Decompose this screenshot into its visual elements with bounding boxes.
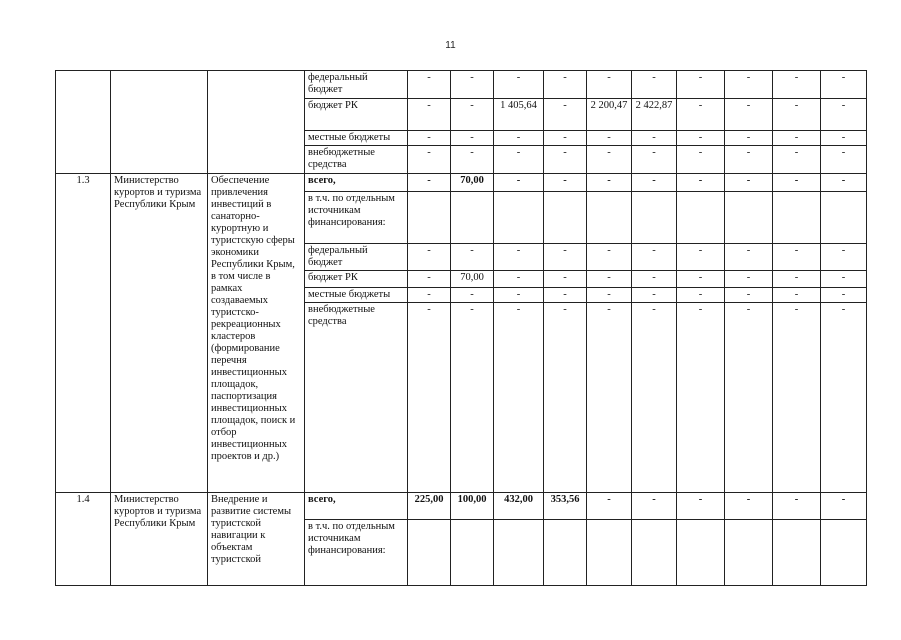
amount-cell: - [494, 146, 544, 174]
amount-cell: - [451, 288, 494, 303]
amount-cell [587, 192, 632, 244]
amount-cell: - [677, 99, 725, 131]
amount-cell [632, 520, 677, 586]
funding-source-label: в т.ч. по отдельным источникам финансирования: [305, 520, 408, 586]
amount-cell: - [408, 303, 451, 493]
table-row [56, 174, 867, 192]
measure-cell: Обеспечение привлечения инвестиций в санаторно-курортную и туристскую сферы экономики Республики Крым, в том числе в рамках создаваемых туристско-рекреационных кластеров (формирование перечня инвестиционных площадок, паспортизация инвестиционных площадок, поиск и отбор инвестиционных проектов и др.) [208, 174, 305, 493]
page-number: 11 [445, 40, 456, 51]
amount-cell: - [725, 303, 773, 493]
funding-source-label: федеральный бюджет [305, 71, 408, 99]
amount-cell [725, 192, 773, 244]
amount-cell: - [677, 303, 725, 493]
funding-source-label: внебюджетные средства [305, 146, 408, 174]
amount-cell: - [408, 244, 451, 271]
amount-cell: - [725, 99, 773, 131]
amount-cell: - [494, 271, 544, 288]
executor-cell: Министерство курортов и туризма Республики Крым [111, 493, 208, 586]
amount-cell: - [773, 288, 821, 303]
amount-cell: 70,00 [451, 271, 494, 288]
amount-cell: - [725, 493, 773, 520]
funding-source-label: в т.ч. по отдельным источникам финансирования: [305, 192, 408, 244]
amount-cell: - [677, 71, 725, 99]
amount-cell [821, 192, 867, 244]
amount-cell: 2 200,47 [587, 99, 632, 131]
amount-cell: - [821, 146, 867, 174]
amount-cell [494, 192, 544, 244]
amount-cell: - [725, 244, 773, 271]
amount-cell: - [725, 71, 773, 99]
amount-cell: - [821, 271, 867, 288]
amount-cell: - [451, 99, 494, 131]
amount-cell: - [544, 131, 587, 146]
amount-cell: - [451, 146, 494, 174]
amount-cell [677, 520, 725, 586]
amount-cell: - [494, 244, 544, 271]
amount-cell: - [821, 303, 867, 493]
amount-cell [632, 192, 677, 244]
amount-cell: - [544, 244, 587, 271]
item-number: 1.3 [56, 174, 111, 493]
table-row [56, 493, 867, 520]
budget-table [55, 70, 867, 586]
amount-cell: - [587, 131, 632, 146]
amount-cell: - [408, 174, 451, 192]
amount-cell: - [632, 493, 677, 520]
amount-cell: - [677, 271, 725, 288]
amount-cell: - [451, 131, 494, 146]
amount-cell: - [677, 288, 725, 303]
table-row [56, 71, 867, 99]
amount-cell: - [773, 271, 821, 288]
amount-cell: - [725, 288, 773, 303]
amount-cell: - [587, 288, 632, 303]
amount-cell: - [632, 146, 677, 174]
amount-cell [587, 520, 632, 586]
funding-source-label: местные бюджеты [305, 288, 408, 303]
amount-cell [451, 192, 494, 244]
amount-cell: - [677, 146, 725, 174]
amount-cell: - [773, 303, 821, 493]
amount-cell: - [773, 131, 821, 146]
amount-cell: - [773, 244, 821, 271]
amount-cell: - [408, 99, 451, 131]
amount-cell [773, 520, 821, 586]
amount-cell [451, 520, 494, 586]
amount-cell: - [773, 174, 821, 192]
amount-cell: - [408, 131, 451, 146]
amount-cell: - [677, 244, 725, 271]
amount-cell [773, 192, 821, 244]
funding-source-label: местные бюджеты [305, 131, 408, 146]
amount-cell: 432,00 [494, 493, 544, 520]
amount-cell: - [587, 303, 632, 493]
item-number: 1.4 [56, 493, 111, 586]
funding-source-label: внебюджетные средства [305, 303, 408, 493]
funding-source-label: всего, [305, 174, 408, 192]
amount-cell: - [773, 99, 821, 131]
amount-cell: - [544, 174, 587, 192]
amount-cell: - [773, 71, 821, 99]
amount-cell: - [408, 71, 451, 99]
funding-source-label: всего, [305, 493, 408, 520]
executor-cell [111, 71, 208, 174]
amount-cell: - [677, 493, 725, 520]
amount-cell: - [544, 146, 587, 174]
amount-cell: - [587, 493, 632, 520]
amount-cell: 100,00 [451, 493, 494, 520]
amount-cell: - [821, 99, 867, 131]
amount-cell: - [451, 244, 494, 271]
amount-cell: - [632, 71, 677, 99]
amount-cell [677, 192, 725, 244]
measure-cell: Внедрение и развитие системы туристской навигации к объектам туристской [208, 493, 305, 586]
amount-cell: - [451, 303, 494, 493]
amount-cell: - [494, 71, 544, 99]
amount-cell: - [451, 71, 494, 99]
amount-cell: - [494, 288, 544, 303]
amount-cell: 353,56 [544, 493, 587, 520]
amount-cell: - [408, 146, 451, 174]
amount-cell: - [677, 131, 725, 146]
amount-cell [494, 520, 544, 586]
amount-cell: - [544, 71, 587, 99]
amount-cell: - [494, 303, 544, 493]
amount-cell: - [587, 146, 632, 174]
amount-cell: - [725, 146, 773, 174]
amount-cell: - [725, 271, 773, 288]
amount-cell: 2 422,87 [632, 99, 677, 131]
item-number [56, 71, 111, 174]
amount-cell: - [632, 271, 677, 288]
amount-cell: 70,00 [451, 174, 494, 192]
funding-source-label: бюджет РК [305, 99, 408, 131]
amount-cell: - [773, 493, 821, 520]
amount-cell: - [821, 493, 867, 520]
executor-cell: Министерство курортов и туризма Республики Крым [111, 174, 208, 493]
amount-cell [821, 520, 867, 586]
amount-cell: - [773, 146, 821, 174]
amount-cell: - [632, 288, 677, 303]
amount-cell: 225,00 [408, 493, 451, 520]
amount-cell: - [632, 131, 677, 146]
amount-cell: - [544, 99, 587, 131]
amount-cell: - [821, 174, 867, 192]
amount-cell: - [821, 131, 867, 146]
measure-cell [208, 71, 305, 174]
amount-cell: - [821, 288, 867, 303]
funding-source-label: федеральный бюджет [305, 244, 408, 271]
amount-cell: - [408, 271, 451, 288]
amount-cell: - [587, 174, 632, 192]
amount-cell: - [587, 244, 632, 271]
amount-cell: - [821, 244, 867, 271]
amount-cell: 1 405,64 [494, 99, 544, 131]
amount-cell: - [544, 271, 587, 288]
amount-cell: - [544, 288, 587, 303]
amount-cell: - [677, 174, 725, 192]
funding-source-label: бюджет РК [305, 271, 408, 288]
amount-cell: - [544, 303, 587, 493]
amount-cell [408, 520, 451, 586]
amount-cell [544, 520, 587, 586]
amount-cell: - [632, 303, 677, 493]
amount-cell: - [494, 131, 544, 146]
amount-cell [408, 192, 451, 244]
amount-cell: - [725, 131, 773, 146]
amount-cell: - [821, 71, 867, 99]
amount-cell: - [632, 244, 677, 271]
amount-cell: - [587, 271, 632, 288]
amount-cell [725, 520, 773, 586]
amount-cell: - [632, 174, 677, 192]
amount-cell: - [408, 288, 451, 303]
amount-cell: - [494, 174, 544, 192]
amount-cell: - [725, 174, 773, 192]
amount-cell: - [587, 71, 632, 99]
amount-cell [544, 192, 587, 244]
